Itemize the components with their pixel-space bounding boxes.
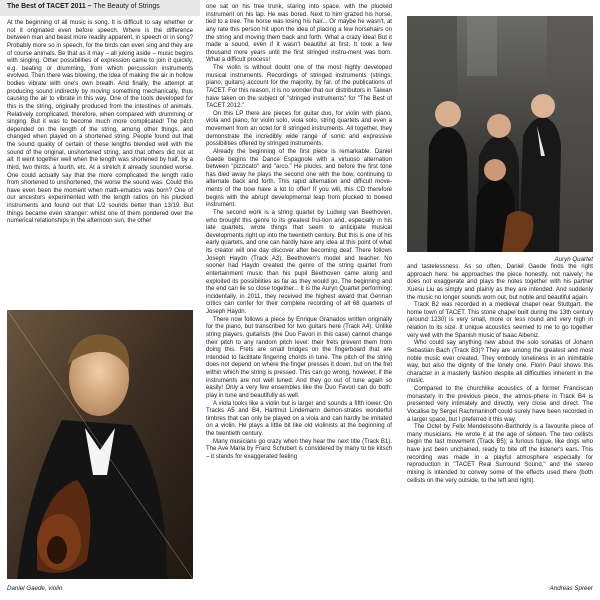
paragraph: The second work is a string quartet by Ludwig van Beethoven, who brought this genre to its greatest frui-tion and, especially in his late quartets, wrote things that seem to anticipate musical developments right up into the twentieth century. But this is one of his early quartets, and one can hardly have any idea at this point of what its creator will one day discover after becoming deaf. There follows Joseph Haydn (Track A3), Beethoven's model and teacher. No sooner had Haydn created the genre of the string quartet from entertainment music than his pupil Beethoven came along and exploited its possibilities as far as they would go. The beginning and the end can lie so close together... It is the Auryn Quartet performing; incidentally, in 2011, they received the highest award that German critics can confer for their complete recording of all 68 quartets of Joseph Haydn. — [206, 209, 392, 315]
paragraph: On this LP there are pieces for guitar duo, for violin with piano, viola and piano, for violin solo, viola solo, string quartets and even a movement from an octet for 8 stringed instruments. All together, they demonstrate the incredibly wide range of sonic and expressive possibilities offered by stringed instruments. — [206, 110, 392, 148]
column-3 — [407, 264, 593, 485]
quartet-caption: Auryn Quartet — [554, 256, 593, 263]
paragraph: Track B2 was recorded in a medieval chapel near Stuttgart, the home town of TACET. This stone chapel built during the 13th century (around 1230) is very small, more or less round and very high in relation to its size. It unique acoustics seemed to me to go together very well with the Spanish music of Isaac Albeniz. — [407, 302, 593, 339]
header-text — [7, 3, 160, 10]
header-bar — [0, 0, 200, 16]
quartet-illustration — [407, 16, 593, 252]
violinist-illustration — [7, 310, 193, 579]
paragraph: one sat on his tree trunk, staring into space, with the plucked instrument on his lap. He was bored. Next to him grazed his horse, tied to a tree. The horse was losing his hair... Or maybe he wasn't, at any rate this person hit upon the idea of placing a few horsehairs on the string and moving them back and forth. What a crazy idea! But it made a sound, even if it wasn't beautiful at first. It took a few thousand more years until the first stringed instru-ment was born. What a difficult process! — [206, 4, 392, 64]
paragraph: There now follows a piece by Enrique Granados written originally for the piano, but transcribed for two guitars here (Track A4). Unlike string players, guitarists (the Duo Favori in this case) cannot change their pitch to any random pitch level: their frets prevent them from doing this. Frets are small bridges on the fingerboard that are intended to facilitate fingering chords in tune. The pitch of the string does not depend on where the finger presses it down, but on the fret within which the string is pressed. This can go wrong, however, if the instruments are not well tuned. And they go out of tune again so easily! Only a very few ensembles like the Duo Favori can do both: play in tune and beautifully as well. — [206, 316, 392, 399]
paragraph: A viola looks like a violin but is larger and sounds a fifth lower. On Tracks A5 and B4, Hartmut Lindemann demon-strates wonderful timbres that can only be played on a viola and can hardly be imitated on a violin. He plays a little bit like old violinists at the beginning of the twentieth century. — [206, 400, 392, 437]
paragraph: Many musicians go crazy when they hear the next title (Track B1). The Ave Maria by Franz Schubert is considered by many to be kitsch – it stands for exaggerated feeling — [206, 438, 392, 460]
column-1 — [7, 20, 193, 226]
paragraph: Who could say anything new about the solo sonatas of Johann Sebastian Bach (Track B3)? They are among the greatest and most noble music ever created. They embody loneliness in an inimitable way, but also the dignity of the lonely one. Florin Paul shows this character in a masterly fashion despite all difficulties inherent in the music. — [407, 340, 593, 385]
paragraph: Already the beginning of the first piece is remarkable. Daniel Gaede begins the Dance Espagnole with a virtuoso alternation between "pizzicato" and "arco." He plucks, and before the first tone has died away he plays the second one with the bow, continuing to alternate back and forth. This rapid alternation and difficult move-ments of the bow have a lot to offer! If you will, this CD therefore begins with the abrupt developmental leap from plucked to bowed instrument. — [206, 148, 392, 209]
quartet-photo — [407, 16, 593, 252]
author-signature: Andreas Spreer — [549, 585, 593, 592]
paragraph: The violin is without doubt one of the most highly developed musical instruments. Recordings of stringed instruments (strings, piano, guitars) account for the majority, by far, of the publications of TACET. For this reason, it is no wonder that our distributors in Taiwan have taken on the subject of "stringed instruments" for "The Best of TACET 2012." — [206, 65, 392, 110]
paragraph: Compared to the churchlike acoustics of a former Franciscan monastery in the previous piece, the atmos-phere in Track B4 is presented very intimately and directly, very close and direct. The Vocalise by Sergei Rachmaninoff could surely have been recorded in a larger space, but I preferred it this way. — [407, 386, 593, 423]
header-separator: – — [85, 3, 94, 10]
paragraph: and tastelessness. As so often, Daniel Gaede finds the right approach here: he approaches the piece honestly, not naively; he does not exaggerate and plays the notes together with his partner Xuesu Liu as simply and plainly as they are intended. And suddenly the music no longer sounds worn out, but noble and beautiful again. — [407, 264, 593, 301]
violin-caption: Daniel Gaede, violin — [7, 585, 63, 592]
violinist-photo — [7, 310, 193, 579]
column-2 — [206, 4, 392, 462]
paragraph: At the beginning of all music is song. It is difficult to say whether or not it originated even before speech. Where is the difference between man and beast more readily apparent, in speech or in song? Probably more so in speech, for the birds can even sing and they are of course animals. Be that as it may – all joking aside – music begins with singing. Other possibilities of expression came to join it quickly, e.g. beating or drumming, from which percussion instruments evolved. Then there was blowing, the idea of making the air in hollow bodies vibrate with one's own breath. And finally, the attempt at producing sound indirectly by moving something mechanically, thus causing the air to vibrate in this way. One of the tools developed for this is the string, originally produced from the intestines of animals. Relatively complicated, therefore, when compared with drumming or singing. But it was to become much more complicated! The pitch depended on the length of the string, among other things, and changed when played on a shortened string. People found out that the sound quality of certain of these lengths blended well with the sound of the original, unshortened string, and that others did not at all. It went together well when the length was shortened by half, by a third, two thirds, a fourth, etc. At a stretch it already sounded worse. One could actually say that the more complicated the length ratio from shortened to unshortened, the worse the sound was. Could this have even been the moment when math-ematics was born? One of our ancestors experimented with the length ratios on his plucked instruments and found out that 1/2 sounds better than 13/19. But things became even stranger: whilst one of them pondered over the numerical relationships in the afternoon sun, the other — [7, 20, 193, 225]
paragraph: The Octet by Felix Mendelssohn-Bartholdy is a favourite piece of many musicians. He wrote it at the age of sixteen. The two cellists begin the last movement (Track B5); a furious fugue, like dogs who have just been unchained, ready to bite off the listener's ears. This recording was made in a playful atmosphere especially for reproduction in "TACET Real Surround Sound," and the stereo mixing is intended to convey some of the effects used there (both cellists on the very outside, to the left and right). — [407, 424, 593, 484]
header-subtitle: The Beauty of Strings — [93, 3, 160, 10]
header-title: The Best of TACET 2011 — [7, 3, 86, 10]
